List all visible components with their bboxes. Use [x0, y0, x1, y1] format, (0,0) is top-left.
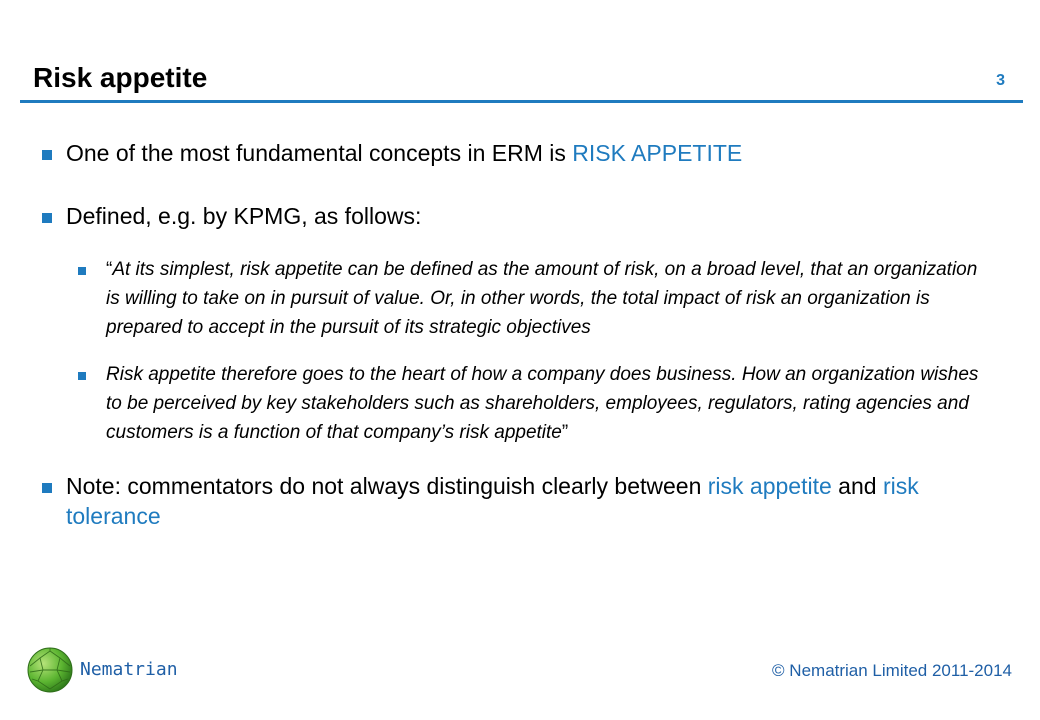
bullet-item-erm	[38, 138, 998, 168]
bullet-square-icon	[42, 483, 52, 493]
bullet-text: Defined, e.g. by KPMG, as follows:	[66, 203, 422, 229]
bullet-text: One of the most fundamental concepts in ERM is	[66, 140, 573, 166]
sub-bullet-square-icon	[78, 267, 86, 275]
footer-brand: Nematrian	[80, 659, 178, 680]
footer-copyright: © Nematrian Limited 2011-2014	[772, 661, 1012, 680]
bullet-square-icon	[42, 150, 52, 160]
sub-bullet-text: At its simplest, risk appetite can be defined as the amount of risk, on a broad level, that an organization is willing to take on in pursuit of value. Or, in other words, the total impact of risk an organization is prepared to accept in the pursuit of its strategic objectives	[106, 259, 978, 338]
bullet-text-middle: and	[831, 473, 883, 499]
bullet-list	[38, 138, 998, 531]
bullet-item-kpmg	[38, 201, 998, 231]
bullet-text: Note: commentators do not always distinguish clearly between	[66, 473, 708, 499]
slide-number: 3	[996, 72, 1005, 89]
sub-bullet-definition	[106, 255, 986, 342]
sub-bullet-business	[106, 360, 986, 447]
bullet-square-icon	[42, 213, 52, 223]
green-geodesic-sphere-icon	[26, 646, 74, 694]
slide-title: Risk appetite	[33, 62, 208, 93]
open-quote: “	[106, 259, 113, 280]
close-quote: ”	[561, 422, 569, 443]
highlight-risk-tolerance: risk tolerance	[66, 473, 919, 529]
sub-bullet-text: Risk appetite therefore goes to the heart of how a company does business. How an organization wishes to be perceived by key stakeholders such as shareholders, employees, regulators, rating agencies and customers is a function of that company’s risk appetite	[106, 364, 979, 443]
highlight-risk-appetite: RISK APPETITE	[572, 140, 743, 166]
sub-bullet-square-icon	[78, 372, 86, 380]
title-divider	[20, 100, 1023, 103]
highlight-risk-appetite-note: risk appetite	[707, 473, 832, 499]
bullet-item-note	[38, 471, 998, 531]
